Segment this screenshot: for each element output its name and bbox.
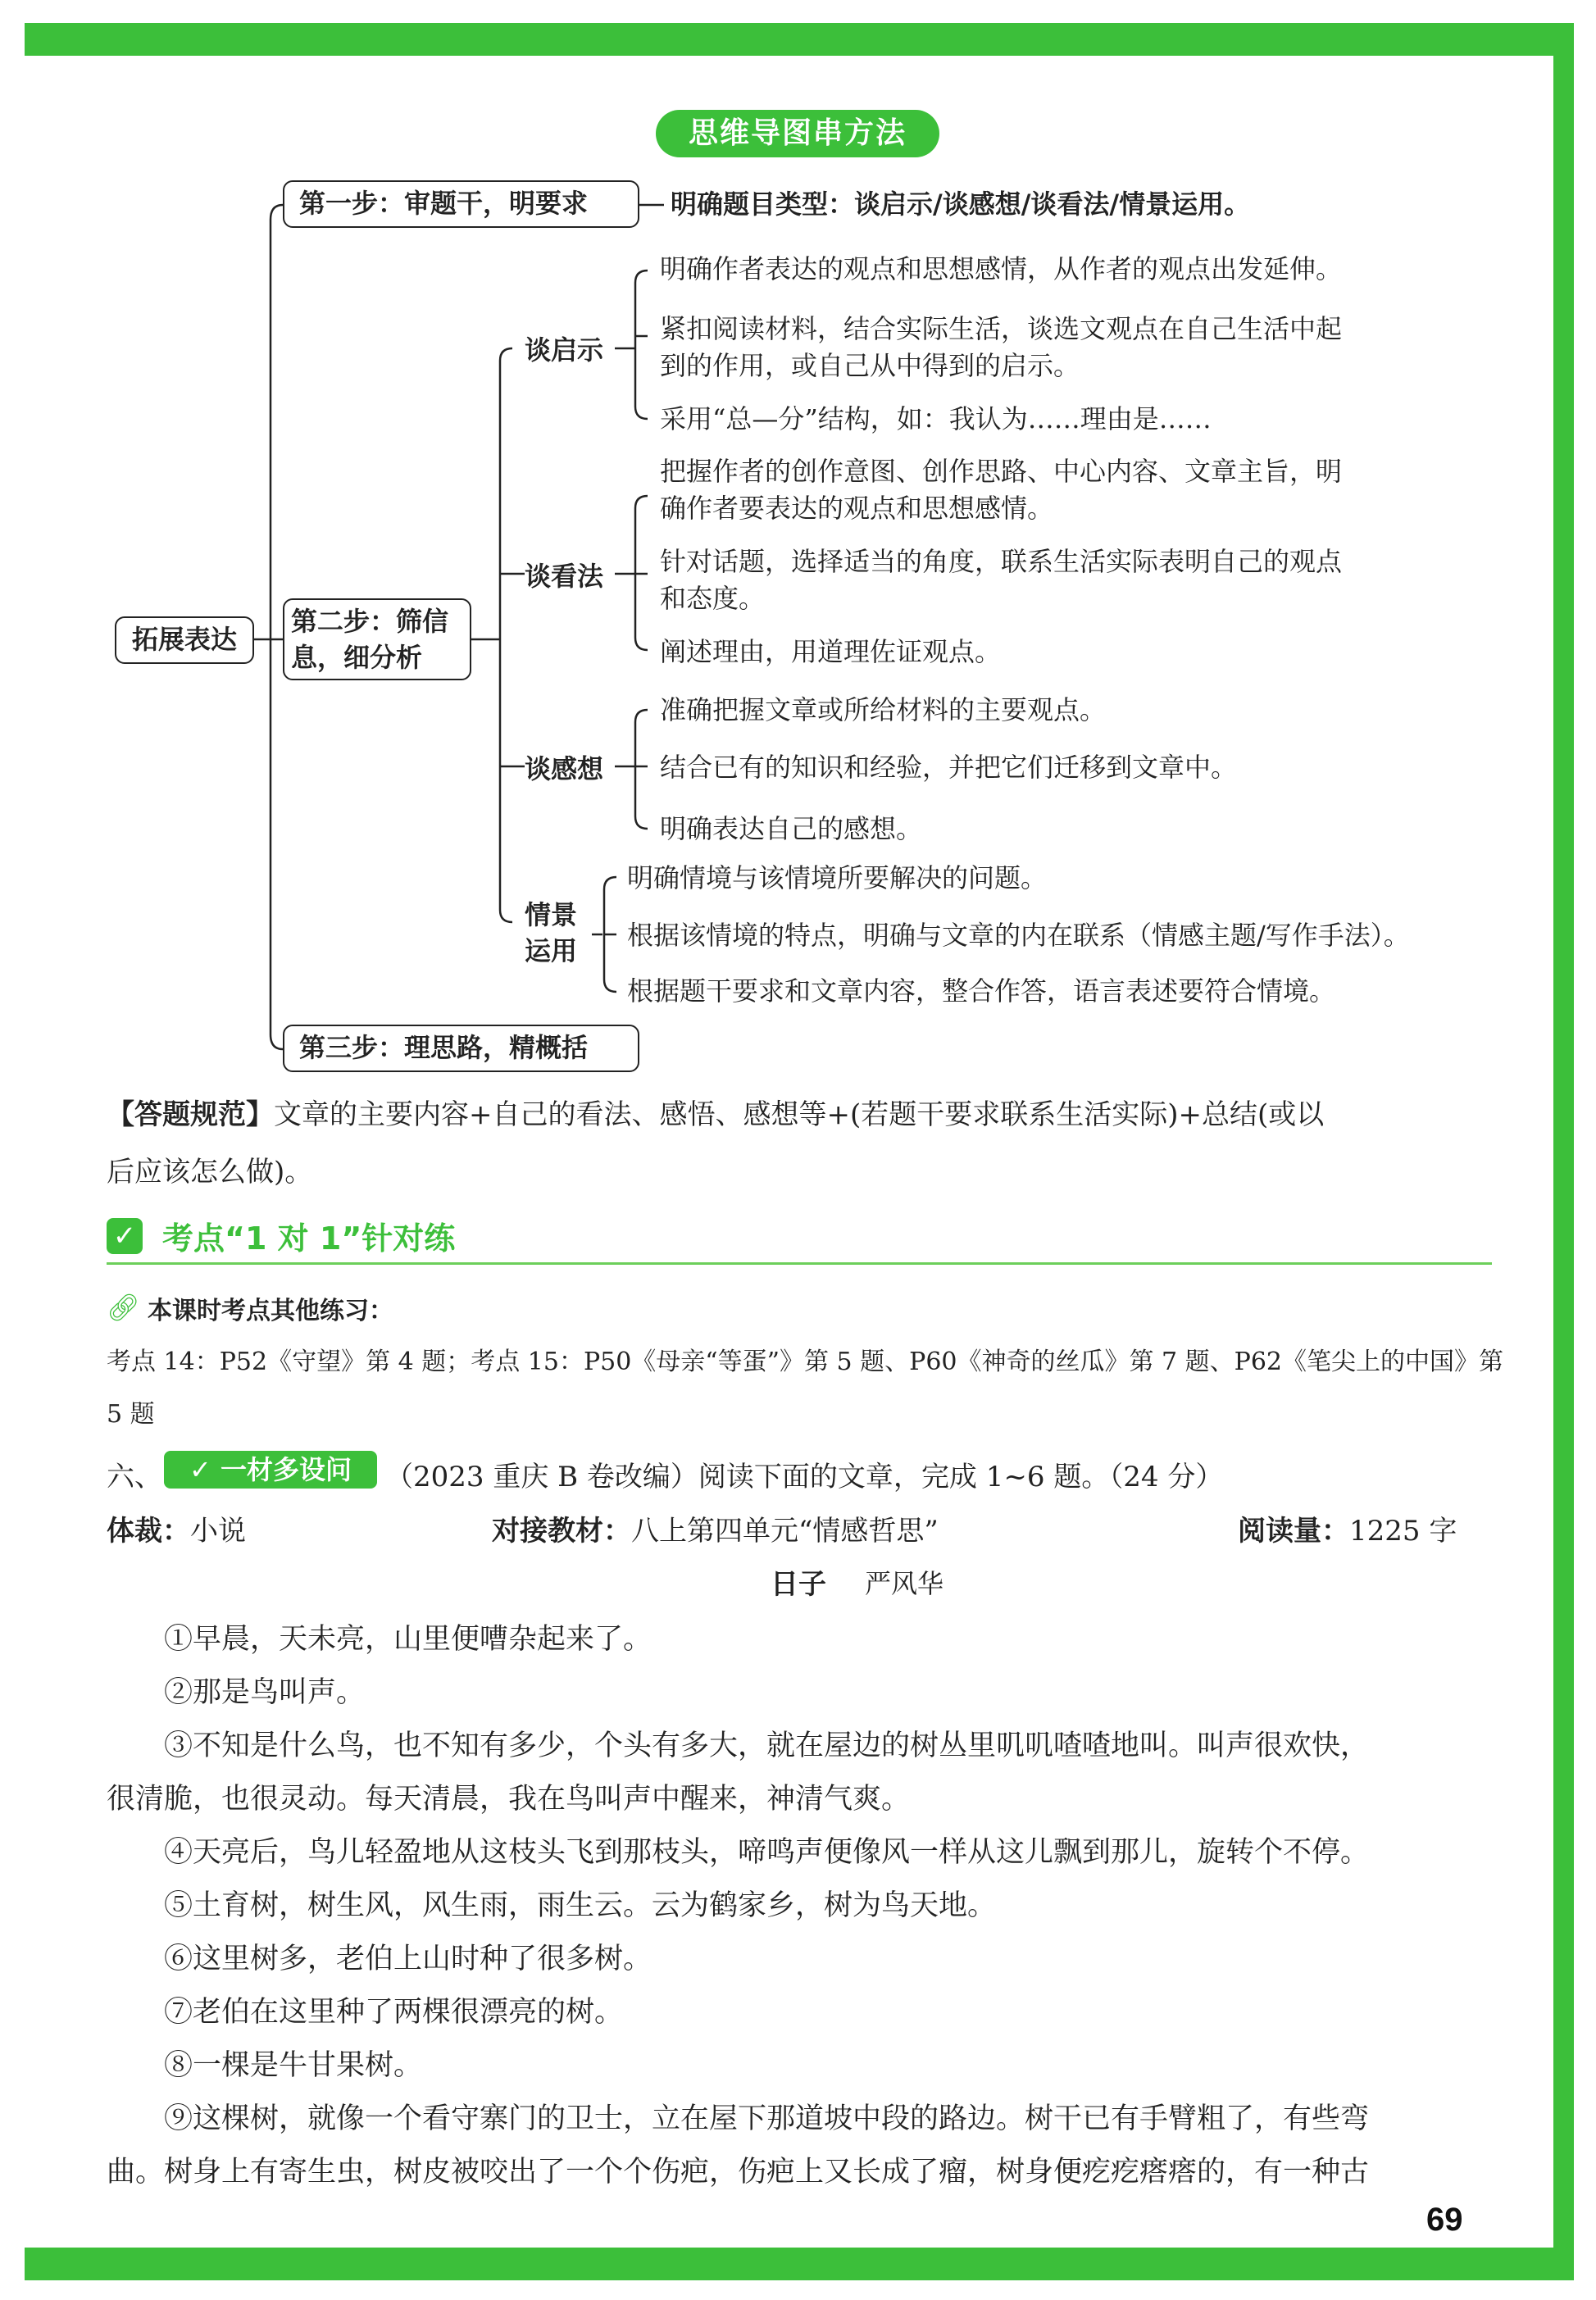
answer-norm-label: 【答题规范】	[107, 1098, 274, 1131]
paragraph-7: ⑦老伯在这里种了两棵很漂亮的树。	[164, 1996, 624, 2029]
b3-item-1: 准确把握文章或所给材料的主要观点。	[660, 694, 1107, 725]
b1-item-3: 采用“总—分”结构，如：我认为……理由是……	[660, 403, 1212, 434]
genre: 体裁：小说	[107, 1515, 246, 1548]
paragraph-9: ⑨这棵树，就像一个看守寨门的卫士，立在屋下那道坡中段的路边。树干已有手臂粗了，有些弯	[164, 2102, 1370, 2135]
answer-norm	[107, 1086, 1500, 1201]
paragraph-9-cont: 曲。树身上有寄生虫，树皮被咬出了一个个伤疤，伤疤上又长成了瘤，树身便疙疙瘩瘩的，有一种古	[107, 2156, 1370, 2189]
paragraph-4: ④天亮后，鸟儿轻盈地从这枝头飞到那枝头，啼鸣声便像风一样从这儿飘到那儿，旋转个不停。	[164, 1836, 1370, 1869]
paragraph-8: ⑧一棵是牛甘果树。	[164, 2049, 423, 2082]
practice-refs-line2: 5 题	[107, 1400, 155, 1429]
answer-norm-line1: 文章的主要内容+自己的看法、感悟、感想等+(若题干要求联系生活实际)+总结(或以	[274, 1098, 1325, 1131]
root-node: 拓展表达	[115, 616, 254, 664]
branch-feeling-label: 谈感想	[525, 753, 604, 784]
paragraph-5: ⑤土育树，树生风，风生雨，雨生云。云为鹤家乡，树为鸟天地。	[164, 1889, 997, 1922]
b1-item-1: 明确作者表达的观点和思想感情，从作者的观点出发延伸。	[660, 253, 1343, 284]
answer-norm-line2: 后应该怎么做)。	[107, 1156, 313, 1189]
article-title: 日子	[771, 1568, 826, 1601]
step1-node: 第一步：审题干，明要求	[283, 180, 639, 228]
branch-scenario-label-2: 运用	[525, 935, 578, 966]
b1-item-2b: 到的作用，或自己从中得到的启示。	[660, 350, 1080, 381]
b4-item-2: 根据该情境的特点，明确与文章的内在联系（情感主题/写作手法）。	[627, 920, 1410, 951]
textbook-link: 对接教材：八上第四单元“情感哲思”	[492, 1515, 939, 1548]
question-tag: ✓ 一材多设问	[164, 1451, 377, 1489]
b2-item-2a: 针对话题，选择适当的角度，联系生活实际表明自己的观点	[660, 546, 1343, 577]
reading-count: 阅读量：1225 字	[1238, 1515, 1457, 1548]
step2-node	[283, 598, 471, 680]
tag-check-icon: ✓	[189, 1454, 221, 1485]
b3-item-3: 明确表达自己的感想。	[660, 813, 923, 844]
step2-line2: 息，细分析	[291, 642, 423, 673]
b2-item-2b: 和态度。	[660, 583, 766, 614]
branch-opinion-label: 谈看法	[525, 561, 604, 592]
b3-item-2: 结合已有的知识和经验，并把它们迁移到文章中。	[660, 752, 1238, 783]
link-icon: 🔗︎	[107, 1292, 140, 1323]
step3-node: 第三步：理思路，精概括	[283, 1025, 639, 1072]
step2-line1: 第二步：筛信	[291, 606, 449, 637]
branch-inspiration-label: 谈启示	[525, 334, 604, 366]
article-author: 严风华	[865, 1568, 944, 1599]
b2-item-3: 阐述理由，用道理佐证观点。	[660, 636, 1002, 667]
paragraph-1: ①早晨，天未亮，山里便嘈杂起来了。	[164, 1623, 652, 1656]
mindmap-title: 思维导图串方法	[656, 110, 939, 157]
practice-refs-line1: 考点 14：P52《守望》第 4 题；考点 15：P50《母亲“等蛋”》第 5 题、P60《神奇的丝瓜》第 7 题、P62《笔尖上的中国》第	[107, 1348, 1504, 1376]
b2-item-1a: 把握作者的创作意图、创作思路、中心内容、文章主旨，明	[660, 456, 1343, 487]
b1-item-2a: 紧扣阅读材料，结合实际生活，谈选文观点在自己生活中起	[660, 313, 1343, 344]
paragraph-3-cont: 很清脆，也很灵动。每天清晨，我在鸟叫声中醒来，神清气爽。	[107, 1783, 911, 1816]
paragraph-6: ⑥这里树多，老伯上山时种了很多树。	[164, 1943, 652, 1975]
branch-scenario-label	[525, 897, 577, 969]
step1-note: 明确题目类型：谈启示/谈感想/谈看法/情景运用。	[671, 189, 1251, 220]
question-number: 六、	[107, 1461, 162, 1493]
paragraph-2: ②那是鸟叫声。	[164, 1676, 366, 1709]
branch-scenario-label-1: 情景	[525, 899, 578, 930]
check-icon: ✓	[107, 1218, 143, 1254]
question-text: （2023 重庆 B 卷改编）阅读下面的文章，完成 1~6 题。（24 分）	[385, 1461, 1224, 1493]
other-practice-label: 本课时考点其他练习：	[148, 1297, 393, 1325]
b4-item-1: 明确情境与该情境所要解决的问题。	[627, 862, 1048, 893]
page-number: 69	[1426, 2202, 1463, 2238]
section-title: 考点“1 对 1”针对练	[162, 1220, 456, 1257]
page-frame-bottom	[25, 2248, 1574, 2280]
paragraph-3: ③不知是什么鸟，也不知有多少，个头有多大，就在屋边的树丛里叽叽喳喳地叫。叫声很欢快，	[164, 1730, 1370, 1762]
b2-item-1b: 确作者要表达的观点和思想感情。	[660, 493, 1054, 524]
b4-item-3: 根据题干要求和文章内容，整合作答，语言表述要符合情境。	[627, 975, 1336, 1007]
